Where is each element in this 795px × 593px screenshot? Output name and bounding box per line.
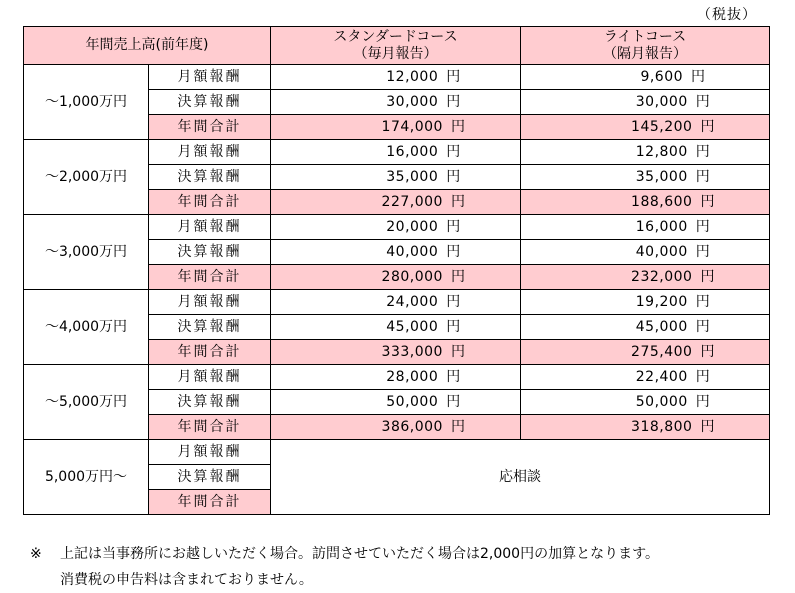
fee-type-cell xyxy=(149,465,271,490)
fee-type-label: 年間合計 xyxy=(177,118,242,135)
lite-fee-amount-wrap xyxy=(580,244,711,260)
standard-fee-amount-wrap xyxy=(326,344,466,360)
standard-fee-amount: 12,000 xyxy=(386,68,439,85)
footnote-1-text: 上記は当事務所にお越しいただく場合。訪問させていただく場合は2,000円の加算となります。 xyxy=(60,546,659,562)
fee-type-cell xyxy=(149,65,271,90)
lite-fee xyxy=(521,340,770,365)
standard-fee xyxy=(271,340,521,365)
consultation-cell xyxy=(271,440,770,515)
standard-fee-amount: 386,000 xyxy=(381,418,443,435)
lite-fee xyxy=(521,290,770,315)
sales-range-label: ～5,000万円 xyxy=(44,393,128,410)
lite-fee-amount-wrap xyxy=(580,294,711,310)
lite-fee-amount: 232,000 xyxy=(631,268,693,285)
sales-range-label: ～2,000万円 xyxy=(44,168,128,185)
standard-fee-amount-wrap xyxy=(330,169,461,185)
standard-fee-amount: 40,000 xyxy=(386,243,439,260)
fee-type-label: 決算報酬 xyxy=(177,93,242,110)
standard-fee-amount: 16,000 xyxy=(386,143,439,160)
fee-type-label: 決算報酬 xyxy=(177,243,242,260)
yen-unit: 円 xyxy=(695,318,711,335)
yen-unit: 円 xyxy=(691,68,706,85)
yen-unit: 円 xyxy=(446,143,461,160)
footnote-mark: ※ xyxy=(30,546,42,562)
standard-fee-amount: 50,000 xyxy=(386,393,439,410)
sales-range-label: ～3,000万円 xyxy=(44,243,128,260)
fee-type-cell xyxy=(149,140,271,165)
fee-type-label: 月額報酬 xyxy=(177,143,242,160)
fee-type-cell xyxy=(149,340,271,365)
lite-fee xyxy=(521,215,770,240)
fee-type-cell xyxy=(149,290,271,315)
yen-unit: 円 xyxy=(695,243,711,260)
standard-fee-amount-wrap xyxy=(330,294,461,310)
sales-range-cell xyxy=(24,365,149,440)
lite-fee xyxy=(521,365,770,390)
yen-unit: 円 xyxy=(695,168,711,185)
yen-unit: 円 xyxy=(695,368,711,385)
lite-fee-amount: 318,800 xyxy=(631,418,693,435)
lite-fee-amount: 40,000 xyxy=(635,243,688,260)
standard-fee xyxy=(271,115,521,140)
lite-fee xyxy=(521,140,770,165)
fee-type-label: 決算報酬 xyxy=(177,318,242,335)
yen-unit: 円 xyxy=(695,293,711,310)
standard-fee-amount-wrap xyxy=(330,394,461,410)
yen-unit: 円 xyxy=(446,168,461,185)
yen-unit: 円 xyxy=(450,268,466,285)
sales-range-cell xyxy=(24,290,149,365)
yen-unit: 円 xyxy=(450,193,466,210)
lite-fee xyxy=(521,240,770,265)
standard-fee-amount: 35,000 xyxy=(386,168,439,185)
lite-fee-amount-wrap xyxy=(580,144,711,160)
monthly-fee-row xyxy=(24,440,770,465)
lite-fee xyxy=(521,390,770,415)
fee-table xyxy=(23,26,770,515)
monthly-fee-row xyxy=(24,215,770,240)
lite-fee-amount: 22,400 xyxy=(635,368,688,385)
sales-range-cell xyxy=(24,440,149,515)
lite-fee-amount: 188,600 xyxy=(631,193,693,210)
lite-fee-amount: 275,400 xyxy=(631,343,693,360)
standard-fee-amount: 45,000 xyxy=(386,318,439,335)
yen-unit: 円 xyxy=(450,118,466,135)
lite-fee-amount-wrap xyxy=(580,369,711,385)
fee-type-cell xyxy=(149,115,271,140)
lite-fee xyxy=(521,415,770,440)
yen-unit: 円 xyxy=(700,118,715,135)
yen-unit: 円 xyxy=(695,93,711,110)
fee-type-cell xyxy=(149,215,271,240)
header-lite-sub: （隔月報告） xyxy=(603,45,687,62)
standard-fee xyxy=(271,215,521,240)
monthly-fee-row xyxy=(24,140,770,165)
standard-fee-amount-wrap xyxy=(326,119,466,135)
standard-fee xyxy=(271,365,521,390)
yen-unit: 円 xyxy=(700,418,715,435)
standard-fee xyxy=(271,290,521,315)
yen-unit: 円 xyxy=(695,143,711,160)
sales-range-label: ～4,000万円 xyxy=(44,318,128,335)
sales-range-cell xyxy=(24,215,149,290)
footnote-2-text: 消費税の申告料は含まれておりません。 xyxy=(60,572,313,588)
standard-fee xyxy=(271,165,521,190)
lite-fee xyxy=(521,115,770,140)
fee-type-label: 月額報酬 xyxy=(177,218,242,235)
fee-type-label: 月額報酬 xyxy=(177,443,242,460)
header-lite-title: ライトコース xyxy=(603,29,687,46)
fee-type-label: 年間合計 xyxy=(177,268,242,285)
standard-fee-amount-wrap xyxy=(330,319,461,335)
lite-fee-amount: 9,600 xyxy=(640,68,684,85)
yen-unit: 円 xyxy=(700,343,715,360)
lite-fee-amount: 16,000 xyxy=(635,218,688,235)
fee-type-cell xyxy=(149,390,271,415)
yen-unit: 円 xyxy=(446,293,461,310)
yen-unit: 円 xyxy=(695,393,711,410)
lite-fee-amount-wrap xyxy=(575,119,715,135)
lite-fee-amount-wrap xyxy=(575,419,715,435)
lite-fee xyxy=(521,190,770,215)
footnote-2 xyxy=(30,567,659,593)
lite-fee-amount-wrap xyxy=(580,319,711,335)
fee-type-cell xyxy=(149,490,271,515)
standard-fee xyxy=(271,315,521,340)
fee-type-label: 決算報酬 xyxy=(177,393,242,410)
fee-type-label: 月額報酬 xyxy=(177,368,242,385)
fee-type-label: 決算報酬 xyxy=(177,168,242,185)
lite-fee-amount: 30,000 xyxy=(635,93,688,110)
header-range-label: 年間売上高(前年度) xyxy=(85,37,209,54)
standard-fee-amount-wrap xyxy=(326,269,466,285)
yen-unit: 円 xyxy=(446,68,461,85)
fee-type-cell xyxy=(149,440,271,465)
fee-type-cell xyxy=(149,265,271,290)
standard-fee xyxy=(271,240,521,265)
standard-fee-amount: 24,000 xyxy=(386,293,439,310)
standard-fee-amount-wrap xyxy=(330,219,461,235)
standard-fee-amount: 227,000 xyxy=(381,193,443,210)
yen-unit: 円 xyxy=(700,268,715,285)
monthly-fee-row xyxy=(24,365,770,390)
fee-table-body xyxy=(24,27,770,515)
lite-fee-amount-wrap xyxy=(580,219,711,235)
standard-fee-amount: 20,000 xyxy=(386,218,439,235)
standard-fee-amount: 30,000 xyxy=(386,93,439,110)
yen-unit: 円 xyxy=(450,343,466,360)
lite-fee-amount-wrap xyxy=(575,269,715,285)
lite-fee xyxy=(521,65,770,90)
yen-unit: 円 xyxy=(450,418,466,435)
header-standard-title: スタンダードコース xyxy=(333,29,458,46)
yen-unit: 円 xyxy=(700,193,715,210)
lite-fee xyxy=(521,90,770,115)
fee-type-cell xyxy=(149,415,271,440)
consultation-label: 応相談 xyxy=(499,468,541,485)
standard-fee-amount: 174,000 xyxy=(381,118,443,135)
monthly-fee-row xyxy=(24,65,770,90)
yen-unit: 円 xyxy=(446,243,461,260)
sales-range-label: 5,000万円～ xyxy=(44,468,128,485)
lite-fee xyxy=(521,265,770,290)
lite-fee-amount-wrap xyxy=(584,69,705,85)
lite-fee-amount: 19,200 xyxy=(635,293,688,310)
lite-fee-amount-wrap xyxy=(575,194,715,210)
sales-range-label: ～1,000万円 xyxy=(44,93,128,110)
yen-unit: 円 xyxy=(446,318,461,335)
header-row xyxy=(24,27,770,65)
footnotes xyxy=(30,541,659,593)
fee-type-label: 年間合計 xyxy=(177,418,242,435)
standard-fee-amount-wrap xyxy=(330,94,461,110)
header-range xyxy=(24,27,271,65)
fee-type-label: 年間合計 xyxy=(177,343,242,360)
sales-range-cell xyxy=(24,140,149,215)
standard-fee-amount-wrap xyxy=(330,144,461,160)
fee-type-label: 年間合計 xyxy=(177,493,242,510)
standard-fee xyxy=(271,140,521,165)
lite-fee-amount: 45,000 xyxy=(635,318,688,335)
footnote-1 xyxy=(30,541,659,567)
lite-fee-amount: 12,800 xyxy=(635,143,688,160)
lite-fee-amount: 145,200 xyxy=(631,118,693,135)
fee-type-label: 決算報酬 xyxy=(177,468,242,485)
standard-fee-amount-wrap xyxy=(326,419,466,435)
sales-range-cell xyxy=(24,65,149,140)
yen-unit: 円 xyxy=(446,93,461,110)
lite-fee-amount-wrap xyxy=(575,344,715,360)
standard-fee-amount-wrap xyxy=(330,244,461,260)
lite-fee-amount-wrap xyxy=(580,394,711,410)
fee-type-cell xyxy=(149,240,271,265)
standard-fee-amount-wrap xyxy=(330,369,461,385)
fee-type-cell xyxy=(149,315,271,340)
standard-fee xyxy=(271,65,521,90)
standard-fee xyxy=(271,90,521,115)
header-standard xyxy=(271,27,521,65)
lite-fee-amount-wrap xyxy=(580,169,711,185)
fee-type-cell xyxy=(149,190,271,215)
standard-fee-amount: 333,000 xyxy=(381,343,443,360)
standard-fee-amount: 28,000 xyxy=(386,368,439,385)
fee-type-label: 月額報酬 xyxy=(177,293,242,310)
standard-fee xyxy=(271,265,521,290)
yen-unit: 円 xyxy=(446,218,461,235)
fee-type-cell xyxy=(149,165,271,190)
lite-fee-amount: 50,000 xyxy=(635,393,688,410)
standard-fee-amount: 280,000 xyxy=(381,268,443,285)
monthly-fee-row xyxy=(24,290,770,315)
lite-fee xyxy=(521,165,770,190)
fee-type-label: 月額報酬 xyxy=(177,68,242,85)
fee-type-cell xyxy=(149,365,271,390)
fee-type-cell xyxy=(149,90,271,115)
fee-type-label: 年間合計 xyxy=(177,193,242,210)
header-standard-sub: （毎月報告） xyxy=(353,45,438,62)
standard-fee-amount-wrap xyxy=(330,69,461,85)
header-lite xyxy=(521,27,770,65)
standard-fee-amount-wrap xyxy=(326,194,466,210)
standard-fee xyxy=(271,190,521,215)
lite-fee xyxy=(521,315,770,340)
yen-unit: 円 xyxy=(695,218,711,235)
yen-unit: 円 xyxy=(446,368,461,385)
standard-fee xyxy=(271,415,521,440)
standard-fee xyxy=(271,390,521,415)
tax-excluded-note: （税抜） xyxy=(697,7,757,23)
yen-unit: 円 xyxy=(446,393,461,410)
lite-fee-amount-wrap xyxy=(580,94,711,110)
lite-fee-amount: 35,000 xyxy=(635,168,688,185)
